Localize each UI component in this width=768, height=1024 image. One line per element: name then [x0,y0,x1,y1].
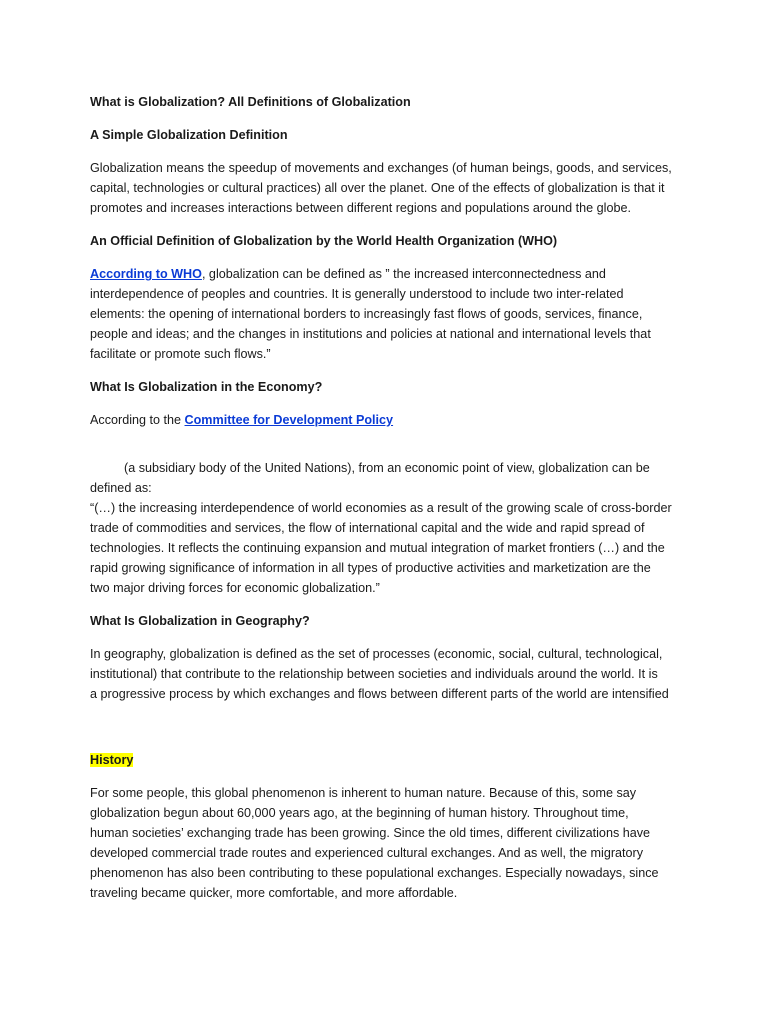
heading-economy: What Is Globalization in the Economy? [90,380,323,394]
text-line [90,410,690,430]
text-line [90,264,690,284]
text-fragment: According to the [90,413,185,427]
document-page [90,92,690,916]
text-line: two major driving forces for economic globalization.” [90,581,380,595]
committee-for-development-policy-link[interactable]: Committee for Development Policy [184,413,394,427]
text-line: phenomenon has also been contributing to these populational exchanges. Especially nowadays, since [90,866,659,880]
paragraph-economy-intro [90,410,690,430]
heading-geography: What Is Globalization in Geography? [90,614,310,628]
text-line: traveling became quicker, more comfortable, and more affordable. [90,886,458,900]
text-line: developed commercial trade routes and experienced cultural exchanges. And as well, the migratory [90,846,644,860]
history-highlight: History [90,753,134,767]
paragraph-geography [90,644,690,704]
text-line: promotes and increases interactions between different regions and populations around the globe. [90,201,631,215]
text-line: rapid growing significance of information in all types of productive activities and marketization are the [90,561,651,575]
paragraph-who-definition [90,264,690,364]
text-line: elements: the opening of international borders to increasingly fast flows of goods, services, finance, [90,307,643,321]
text-line: defined as: [90,481,152,495]
text-line: human societies’ exchanging trade has been growing. Since the old times, different civilizations have [90,826,651,840]
text-line: In geography, globalization is defined as the set of processes (economic, social, cultural, technological, [90,647,663,661]
according-to-who-link[interactable]: According to WHO [90,267,202,281]
text-line: technologies. It reflects the continuing expansion and mutual integration of market frontiers (…) and the [90,541,665,555]
text-line: globalization begun about 60,000 years ago, at the beginning of human history. Throughout time, [90,806,629,820]
text-line: Globalization means the speedup of movements and exchanges (of human beings, goods, and services, [90,161,672,175]
text-line: (a subsidiary body of the United Nations), from an economic point of view, globalization can be [124,461,650,475]
text-line: facilitate or promote such flows.” [90,347,271,361]
text-fragment: , globalization can be defined as ” the increased interconnectedness and [201,267,606,281]
document-title: What is Globalization? All Definitions of Globalization [90,95,411,109]
text-line: For some people, this global phenomenon is inherent to human nature. Because of this, some say [90,786,637,800]
text-line: interdependence of peoples and countries. It is generally understood to include two inter-related [90,287,624,301]
text-line: trade of commodities and services, the flow of international capital and the wide and rapid spread of [90,521,645,535]
paragraph-economy-definition [90,458,690,598]
text-line: “(…) the increasing interdependence of world economies as a result of the growing scale of cross-border [90,501,672,515]
paragraph-history [90,783,690,903]
text-line: institutional) that contribute to the relationship between societies and individuals around the world. It is [90,667,658,681]
text-line: capital, technologies or cultural practices) all over the planet. One of the effects of globalization is that it [90,181,665,195]
text-line: people and ideas; and the changes in institutions and policies at national and international levels that [90,327,651,341]
text-line: a progressive process by which exchanges and flows between different parts of the world are intensified [90,687,669,701]
paragraph-simple-definition [90,158,690,218]
heading-history [90,750,690,770]
heading-who-definition: An Official Definition of Globalization by the World Health Organization (WHO) [90,234,558,248]
heading-simple-definition: A Simple Globalization Definition [90,128,288,142]
